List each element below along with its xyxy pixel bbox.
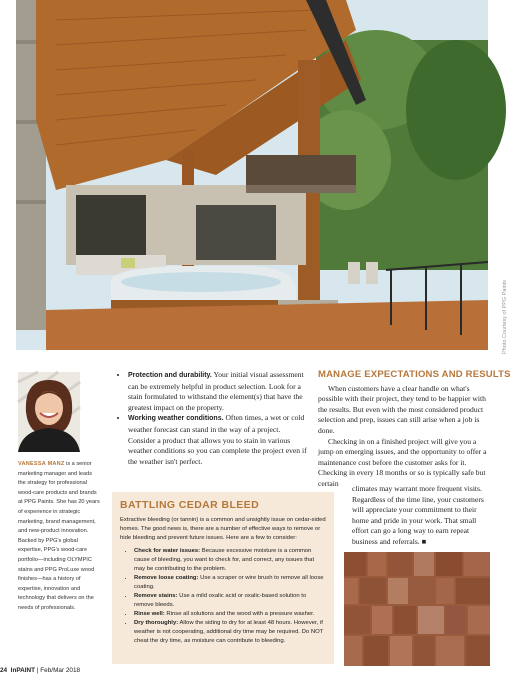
list-item <box>134 619 326 646</box>
author-photo <box>18 372 80 452</box>
list-item <box>128 413 308 467</box>
sidebar-box <box>112 492 334 664</box>
middle-column <box>118 370 308 467</box>
list-item-lead: Rinse well: <box>134 611 165 617</box>
list-item-text: Your initial visual assessment can be extremely helpful in product selection. Look for a stain formulated to withstand the element(s) that have the greatest impact on the property. <box>128 370 304 412</box>
sidebar-intro: Extractive bleeding (or tannin) is a common and unsightly issue on cedar-sided homes. The good news is, there are a number of effective ways to remove or hide bleeding and prevent future issues. Here are a few to consider: <box>120 517 326 541</box>
list-item <box>134 574 326 592</box>
list-item-lead: Remove loose coating: <box>134 575 199 581</box>
list-item-text: Rinse all solutions and the wood with a pressure washer. <box>164 611 315 617</box>
list-item <box>134 547 326 574</box>
list-item <box>128 370 308 413</box>
list-item-text: Often times, a wet or cold weather forecast can stand in the way of a project. Consider a product that allows you to stain in various weather conditions so you can complete the project even if the weather isn't perfect. <box>128 413 307 466</box>
publication-name: InPAINT <box>10 667 36 674</box>
list-item-text: Use a scraper or wire brush to remove all loose coating. <box>134 575 324 590</box>
list-item-lead: Protection and durability. <box>128 372 212 379</box>
list-item-lead: Remove stains: <box>134 593 178 599</box>
paragraph: Checking in on a finished project will give you a jump on emerging issues, and the opportunity to offer a maintenance cost before the customer asks for it. Checking in every 18 months or so is typically safe but certain <box>318 436 487 488</box>
hero-photo <box>16 0 488 350</box>
right-column-continuation <box>352 484 492 548</box>
issue-date: | Feb/Mar 2018 <box>36 667 81 674</box>
page-footer <box>0 667 80 674</box>
list-item-lead: Working weather conditions. <box>128 415 224 423</box>
list-item <box>134 610 326 619</box>
cedar-shingles-photo <box>344 552 490 666</box>
tips-list <box>118 370 308 467</box>
list-item-lead: Check for water issues: <box>134 548 201 554</box>
sidebar-list <box>126 547 326 646</box>
author-bio <box>18 460 100 614</box>
paragraph: When customers have a clear handle on what's possible with their project, they tend to be happier with the results. But even with the most considered product selection and prep, issues can still arise when a job is done. <box>318 383 486 435</box>
author-name: VANESSA MANZ <box>18 461 65 467</box>
section-heading: MANAGE EXPECTATIONS AND RESULTS <box>318 369 511 380</box>
house-deck-illustration <box>16 0 488 350</box>
list-item-text: Use a mild oxalic acid or oxalic-based solution to remove bleeds. <box>134 593 307 608</box>
photo-credit: Photo Courtesy of PPG Paints <box>502 280 508 354</box>
right-column <box>318 369 511 490</box>
paragraph: climates may warrant more frequent visits. Regardless of the time line, your customers will appreciate your commitment to their home and pride in your work. That small effort can go a long way to earn repeat business and referrals. ■ <box>352 484 484 546</box>
author-bio-text: is a senior marketing manager and leads the strategy for professional wood-care products and brands at PPG Paints. She has 20 years of experience in strategic marketing, brand management, and new-product innovation. Backed by PPG's global expertise, PPG's wood-care portfolio—including OLYMPIC stains and PPG ProLuxe wood finishes—has a history of expertise, innovation and technology that delivers on the needs of professionals. <box>18 461 100 611</box>
list-item-text: Because excessive moisture is a common cause of bleeding, you want to check for, and correct, any issues that may be contributing to the problem. <box>134 548 315 572</box>
list-item-lead: Dry thoroughly: <box>134 620 179 626</box>
list-item <box>134 592 326 610</box>
list-item-text: Allow the siding to dry for at least 48 hours. However, if weather is not cooperating, additional dry time may be required. Do NOT cheat the dry time, as moisture can contribute to bleeding. <box>134 620 324 644</box>
page-number: 24 <box>0 667 8 674</box>
sidebar-heading: BATTLING CEDAR BLEED <box>120 499 260 511</box>
